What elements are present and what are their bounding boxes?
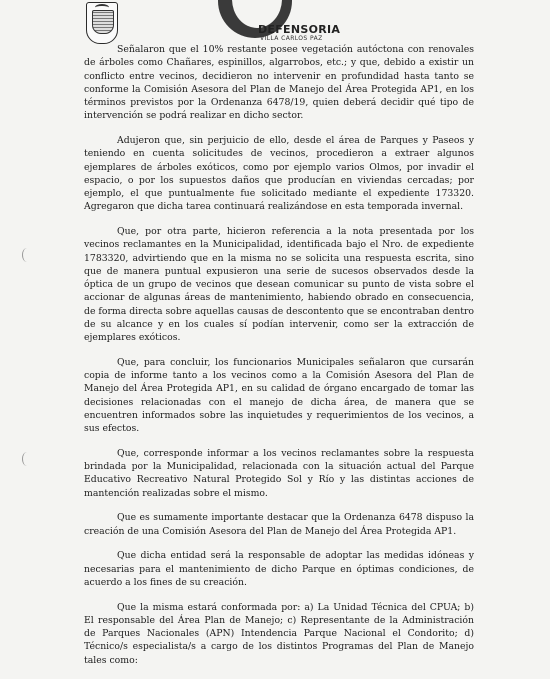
paragraph: Adujeron que, sin perjuicio de ello, desde el área de Parques y Paseos y teniendo en cuenta solicitudes de vecinos, procedieron a extraer algunos ejemplares de árboles exóticos, como por ejemplo varios Olmos, por invadir el espacio, o por los supuestos daños que producían en viviendas cercadas; por ejemplo, el que puntualmente fue solicitado mediante el expediente 173320. Agregaron que dicha tarea continuará realizándose en esta temporada invernal.: [84, 135, 474, 213]
paragraph: Señalaron que el 10% restante posee vegetación autóctona con renovales de árboles como Chañares, espinillos, algarrobos, etc.; y que, debido a existir un conflicto entre vecinos, decidieron no intervenir en profundidad hasta tanto se conforme la Comisión Asesora del Plan de Manejo del Área Protegida AP1, en los términos previstos por la Ordenanza 6478/19, quien deberá decidir qué tipo de intervención se podrá realizar en dicho sector.: [84, 44, 474, 122]
crest-shield: [92, 10, 114, 34]
org-subtitle: VILLA CARLOS PAZ: [260, 35, 323, 42]
punch-hole-mark: [22, 452, 32, 466]
municipal-crest-icon: [86, 2, 118, 44]
punch-hole-mark: [22, 248, 32, 262]
paragraph: Que la misma estará conformada por: a) La Unidad Técnica del CPUA; b) El responsable del Área Plan de Manejo; c) Representante de la Administración de Parques Nacionales (APN) Intendencia Parque Nacional el Condorito; d) Técnico/s especialista/s a cargo de los distintos Programas del Plan de Manejo tales como:: [84, 601, 474, 666]
document-body: [84, 43, 474, 678]
org-name: DEFENSORIA: [258, 23, 341, 36]
paragraph: Que, corresponde informar a los vecinos reclamantes sobre la respuesta brindada por la Municipalidad, relacionada con la situación actual del Parque Educativo Recreativo Natural Protegido Sol y Río y las distintas acciones de mantención realizadas sobre el mismo.: [84, 447, 474, 499]
paragraph: Que, por otra parte, hicieron referencia a la nota presentada por los vecinos reclamantes en la Municipalidad, identificada bajo el Nro. de expediente 1783320, advirtiendo que en la misma no se solicita una respuesta escrita, sino que de manera puntual expusieron una serie de sucesos observados desde la óptica de un grupo de vecinos que desean comunicar su punto de vista sobre el accionar de algunas áreas de mantenimiento, habiendo obrado en consecuencia, de forma directa sobre aquellas causas de descontento que se encontraban dentro de su alcance y en los cuales sí podían intervenir, como ser la extracción de ejemplares exóticos.: [84, 226, 474, 343]
paragraph: Que, para concluir, los funcionarios Municipales señalaron que cursarán copia de informe tanto a los vecinos como a la Comisión Asesora del Plan de Manejo del Área Protegida AP1, en su calidad de órgano encargado de tomar las decisiones relacionadas con el manejo de dicha área, de manera que se encuentren informados sobre las inquietudes y requerimientos de los vecinos, a sus efectos.: [84, 356, 474, 434]
paragraph: Que dicha entidad será la responsable de adoptar las medidas idóneas y necesarias para el mantenimiento de dicho Parque en óptimas condiciones, de acuerdo a los fines de su creación.: [84, 550, 474, 588]
paragraph: Que es sumamente importante destacar que la Ordenanza 6478 dispuso la creación de una Comisión Asesora del Plan de Manejo del Área Protegida AP1.: [84, 512, 474, 537]
